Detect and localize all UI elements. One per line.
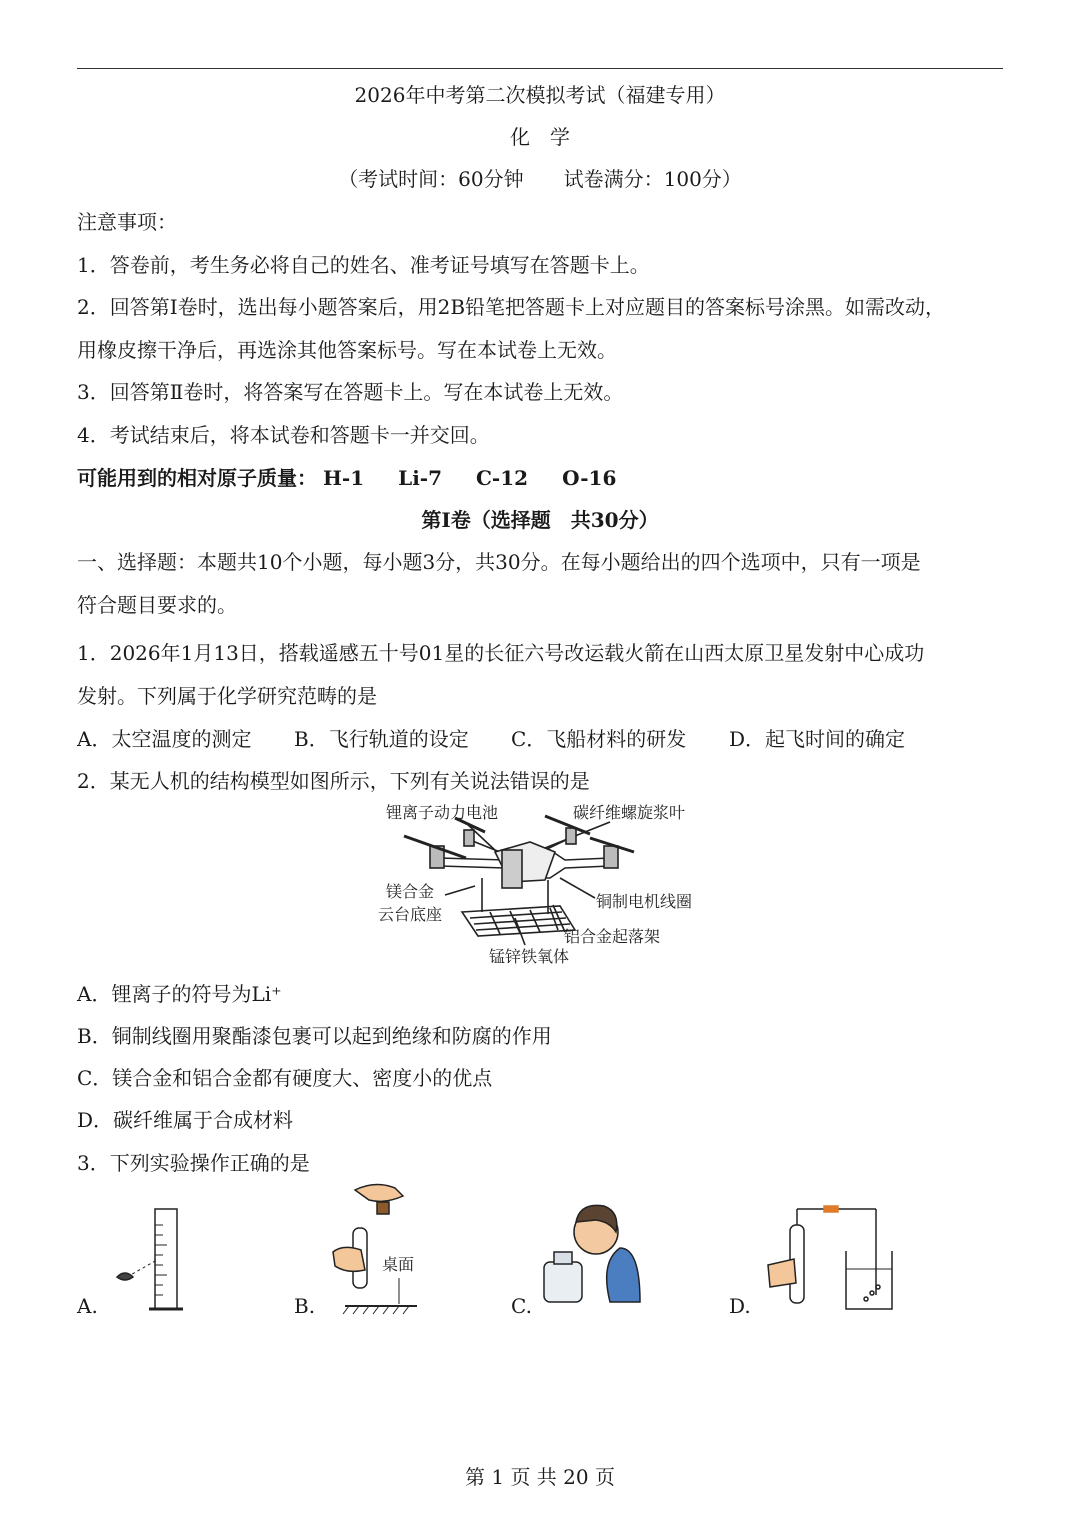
subject-title: 化 学 [510,125,570,149]
q3-option-c-letter: C. [511,1294,532,1318]
atomic-mass-c: C-12 [476,466,529,490]
section1-title: 第Ⅰ卷（选择题 共30分） [421,508,659,532]
q3-option-b-letter: B. [294,1294,316,1318]
note-item: 1．答卷前，考生务必将自己的姓名、准考证号填写在答题卡上。 [77,253,650,277]
q3-option-a-letter: A. [77,1294,98,1318]
label-base: 云台底座 [378,905,443,924]
q1-stem: 1．2026年1月13日，搭载遥感五十号01星的长征六号改运载火箭在山西太原卫星发射中心成功 [77,641,925,665]
exam-info: （考试时间：60分钟 试卷满分：100分） [338,167,742,191]
header-rule [77,68,1003,69]
q2-option-c: C．镁合金和铝合金都有硬度大、密度小的优点 [77,1066,493,1090]
atomic-mass-o: O-16 [562,466,617,490]
q2-option-d: D．碳纤维属于合成材料 [77,1108,294,1132]
test-tube-stopper-figure [325,1178,435,1318]
q1-option-b: B．飞行轨道的设定 [294,727,469,751]
q1-option-d: D．起飞时间的确定 [729,727,906,751]
q3-stem: 3．下列实验操作正确的是 [77,1151,310,1175]
notes-heading: 注意事项： [77,210,177,234]
note-item: 4．考试结束后，将本试卷和答题卡一并交回。 [77,423,490,447]
q3-option-d-letter: D. [729,1294,751,1318]
atomic-mass-line [77,462,616,491]
page-number: 第 1 页 共 20 页 [465,1465,615,1489]
note-item: 用橡皮擦干净后，再选涂其他答案标号。写在本试卷上无效。 [77,338,617,362]
label-mg-alloy: 镁合金 [386,882,435,901]
airtightness-check-figure [760,1195,900,1315]
q2-option-a: A．锂离子的符号为Li⁺ [77,982,282,1006]
graduated-cylinder-figure [105,1205,225,1335]
atomic-mass-li: Li-7 [398,466,443,490]
desk-label: 桌面 [382,1255,415,1274]
section1-instruction-cont: 符合题目要求的。 [77,593,237,617]
smelling-bottle-figure [540,1192,650,1312]
q2-option-b: B．铜制线圈用聚酯漆包裹可以起到绝缘和防腐的作用 [77,1024,552,1048]
label-propeller: 碳纤维螺旋浆叶 [573,803,686,822]
exam-title: 2026年中考第二次模拟考试（福建专用） [354,83,726,107]
q1-stem-cont: 发射。下列属于化学研究范畴的是 [77,684,377,708]
q1-option-a: A．太空温度的测定 [77,727,252,751]
label-battery: 锂离子动力电池 [386,803,499,822]
section1-instruction: 一、选择题：本题共10个小题，每小题3分，共30分。在每小题给出的四个选项中，只有一项是 [77,550,921,574]
label-landing-gear: 铝合金起落架 [564,927,661,946]
label-ferrite: 锰锌铁氧体 [489,947,570,966]
atomic-mass-h: H-1 [323,466,365,490]
q2-stem: 2．某无人机的结构模型如图所示，下列有关说法错误的是 [77,769,590,793]
note-item: 3．回答第Ⅱ卷时，将答案写在答题卡上。写在本试卷上无效。 [77,380,624,404]
label-coil: 铜制电机线圈 [596,892,693,911]
note-item: 2．回答第Ⅰ卷时，选出每小题答案后，用2B铅笔把答题卡上对应题目的答案标号涂黑。如需改动， [77,295,946,319]
atomic-mass-label: 可能用到的相对原子质量： [77,466,317,490]
q1-option-c: C．飞船材料的研发 [511,727,687,751]
